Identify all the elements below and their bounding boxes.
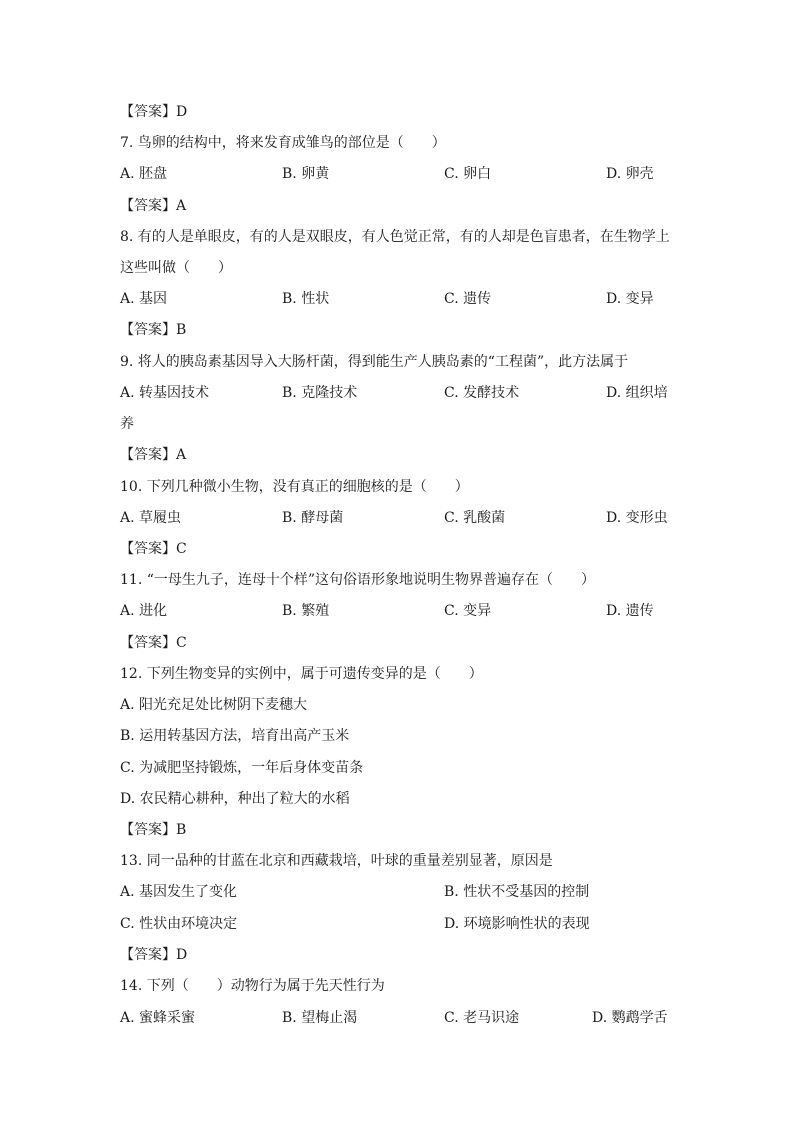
answer-value: D bbox=[176, 947, 188, 963]
answer-value: B bbox=[176, 322, 187, 338]
option-a: A. 基因 bbox=[120, 291, 168, 307]
answer-label: 【答案】 bbox=[120, 447, 176, 463]
option-a: A. 转基因技术 bbox=[120, 385, 210, 401]
answer-label: 【答案】 bbox=[120, 635, 176, 651]
option-b: B. 克隆技术 bbox=[282, 385, 358, 401]
option-d: D. 变异 bbox=[606, 291, 654, 307]
option-d: D. 环境影响性状的表现 bbox=[444, 916, 590, 932]
option-c: C. 性状由环境决定 bbox=[120, 916, 238, 932]
option-b: B. 繁殖 bbox=[282, 603, 330, 619]
option-a: A. 草履虫 bbox=[120, 510, 182, 526]
question-11-options bbox=[120, 601, 680, 621]
option-a: A. 基因发生了变化 bbox=[120, 884, 238, 900]
question-9-options bbox=[120, 383, 680, 403]
option-d: D. 农民精心耕种，种出了粒大的水稻 bbox=[120, 791, 350, 807]
option-a: A. 蜜蜂采蜜 bbox=[120, 1010, 196, 1026]
question-9-stem: 9. 将人的胰岛素基因导入大肠杆菌，得到能生产人胰岛素的“工程菌”，此方法属于 bbox=[120, 354, 629, 370]
option-c: C. 老马识途 bbox=[444, 1010, 520, 1026]
question-14-stem: 14. 下列（ ）动物行为属于先天性行为 bbox=[120, 978, 385, 994]
option-b: B. 酵母菌 bbox=[282, 510, 344, 526]
option-a: A. 胚盘 bbox=[120, 166, 168, 182]
question-7-options bbox=[120, 164, 680, 184]
option-b: B. 卵黄 bbox=[282, 166, 330, 182]
question-13-options-row1 bbox=[120, 882, 680, 902]
answer-label: 【答案】 bbox=[120, 822, 176, 838]
option-b: B. 性状不受基因的控制 bbox=[444, 884, 590, 900]
answer-6 bbox=[120, 102, 674, 122]
answer-value: D bbox=[176, 104, 188, 120]
question-11-stem: 11. “一母生九子，连母十个样”这句俗语形象地说明生物界普遍存在（ ） bbox=[120, 572, 596, 588]
option-b: B. 性状 bbox=[282, 291, 330, 307]
answer-11 bbox=[120, 633, 674, 653]
answer-label: 【答案】 bbox=[120, 322, 176, 338]
option-d: D. 变形虫 bbox=[606, 510, 668, 526]
question-13-stem: 13. 同一品种的甘蓝在北京和西藏栽培，叶球的重量差别显著，原因是 bbox=[120, 853, 553, 869]
answer-value: A bbox=[176, 198, 187, 214]
question-13-options-row2 bbox=[120, 914, 680, 934]
answer-value: A bbox=[176, 447, 187, 463]
question-10-options bbox=[120, 508, 680, 528]
answer-label: 【答案】 bbox=[120, 947, 176, 963]
question-14-options bbox=[120, 1008, 680, 1028]
option-a: A. 进化 bbox=[120, 603, 168, 619]
option-b: B. 运用转基因方法，培育出高产玉米 bbox=[120, 728, 350, 744]
answer-label: 【答案】 bbox=[120, 198, 176, 214]
answer-9 bbox=[120, 445, 674, 465]
answer-13 bbox=[120, 945, 674, 965]
answer-8 bbox=[120, 320, 674, 340]
option-c: C. 变异 bbox=[444, 603, 492, 619]
question-9-option-d-wrap: 养 bbox=[120, 416, 134, 432]
answer-value: C bbox=[176, 635, 187, 651]
answer-label: 【答案】 bbox=[120, 541, 176, 557]
question-10-stem: 10. 下列几种微小生物，没有真正的细胞核的是（ ） bbox=[120, 479, 469, 495]
answer-12 bbox=[120, 820, 674, 840]
question-12-stem: 12. 下列生物变异的实例中，属于可遗传变异的是（ ） bbox=[120, 666, 483, 682]
question-8-stem-line1: 8. 有的人是单眼皮，有的人是双眼皮，有人色觉正常，有的人却是色盲患者，在生物学上 bbox=[120, 229, 670, 245]
option-c: C. 卵白 bbox=[444, 166, 492, 182]
answer-10 bbox=[120, 539, 674, 559]
option-d: D. 遗传 bbox=[606, 603, 654, 619]
answer-label: 【答案】 bbox=[120, 104, 176, 120]
option-c: C. 乳酸菌 bbox=[444, 510, 506, 526]
option-c: C. 发酵技术 bbox=[444, 385, 520, 401]
question-8-options bbox=[120, 289, 680, 309]
question-8-stem-line2: 这些叫做（ ） bbox=[120, 260, 232, 276]
question-7-stem: 7. 鸟卵的结构中，将来发育成雏鸟的部位是（ ） bbox=[120, 135, 446, 151]
option-d: D. 卵壳 bbox=[606, 166, 654, 182]
option-d: D. 组织培 bbox=[606, 385, 668, 401]
option-b: B. 望梅止渴 bbox=[282, 1010, 358, 1026]
answer-value: B bbox=[176, 822, 187, 838]
answer-value: C bbox=[176, 541, 187, 557]
option-c: C. 为减肥坚持锻炼，一年后身体变苗条 bbox=[120, 760, 364, 776]
option-d: D. 鹦鹉学舌 bbox=[592, 1010, 668, 1026]
answer-7 bbox=[120, 196, 674, 216]
option-a: A. 阳光充足处比树阴下麦穗大 bbox=[120, 697, 308, 713]
option-c: C. 遗传 bbox=[444, 291, 492, 307]
